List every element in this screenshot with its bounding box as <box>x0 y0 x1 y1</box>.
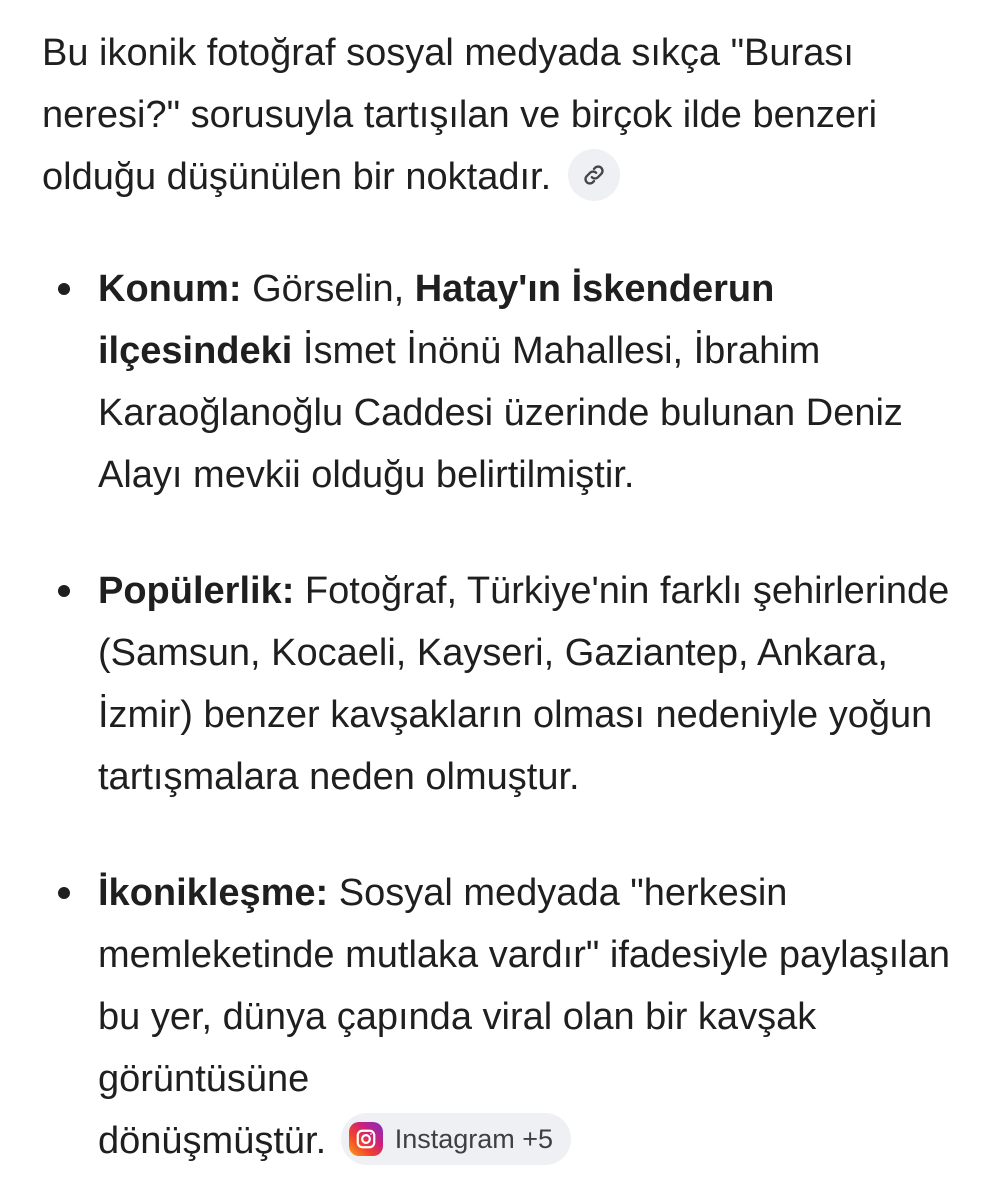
list-item-konum <box>42 258 972 506</box>
bullet-text-end: dönüşmüştür. <box>98 1120 327 1162</box>
bullet-bold-text: Hatay'ın İskenderun ilçesindeki <box>98 268 775 372</box>
source-link-chip[interactable] <box>568 149 620 201</box>
instagram-source-chip[interactable] <box>341 1113 571 1165</box>
bullet-list <box>42 258 972 1172</box>
bullet-text: İsmet İnönü Mahallesi, İbrahim Karaoğlanoğlu Caddesi üzerinde bulunan Deniz Alayı mevkii olduğu belirtilmiştir. <box>98 330 903 496</box>
bullet-dot <box>58 585 70 597</box>
bullet-label: İkonikleşme: <box>98 872 329 914</box>
intro-text: Bu ikonik fotoğraf sosyal medyada sıkça "Burası neresi?" sorusuyla tartışılan ve birçok ilde benzeri olduğu düşünülen bir noktadır. <box>42 32 878 198</box>
source-chip-label: Instagram +5 <box>394 1123 554 1154</box>
link-icon <box>581 162 607 188</box>
list-item-populerlik <box>42 560 972 808</box>
bullet-text: Fotoğraf, Türkiye'nin farklı şehirlerinde (Samsun, Kocaeli, Kayseri, Gaziantep, Ankara, İzmir) benzer kavşakların olması nedeniyle yoğun tartışmalara neden olmuştur. <box>98 570 950 798</box>
bullet-dot <box>58 283 70 295</box>
list-item-ikoniklesme <box>42 862 972 1172</box>
bullet-label: Popülerlik: <box>98 570 295 612</box>
bullet-text: Sosyal medyada "herkesin memleketinde mutlaka vardır" ifadesiyle paylaşılan bu yer, dünya çapında viral olan bir kavşak görüntüsüne <box>98 872 950 1100</box>
intro-paragraph <box>42 22 972 208</box>
response-content <box>42 22 972 1172</box>
instagram-icon <box>349 1122 383 1156</box>
bullet-dot <box>58 887 70 899</box>
bullet-label: Konum: <box>98 268 242 310</box>
bullet-text: Görselin, <box>241 268 415 310</box>
